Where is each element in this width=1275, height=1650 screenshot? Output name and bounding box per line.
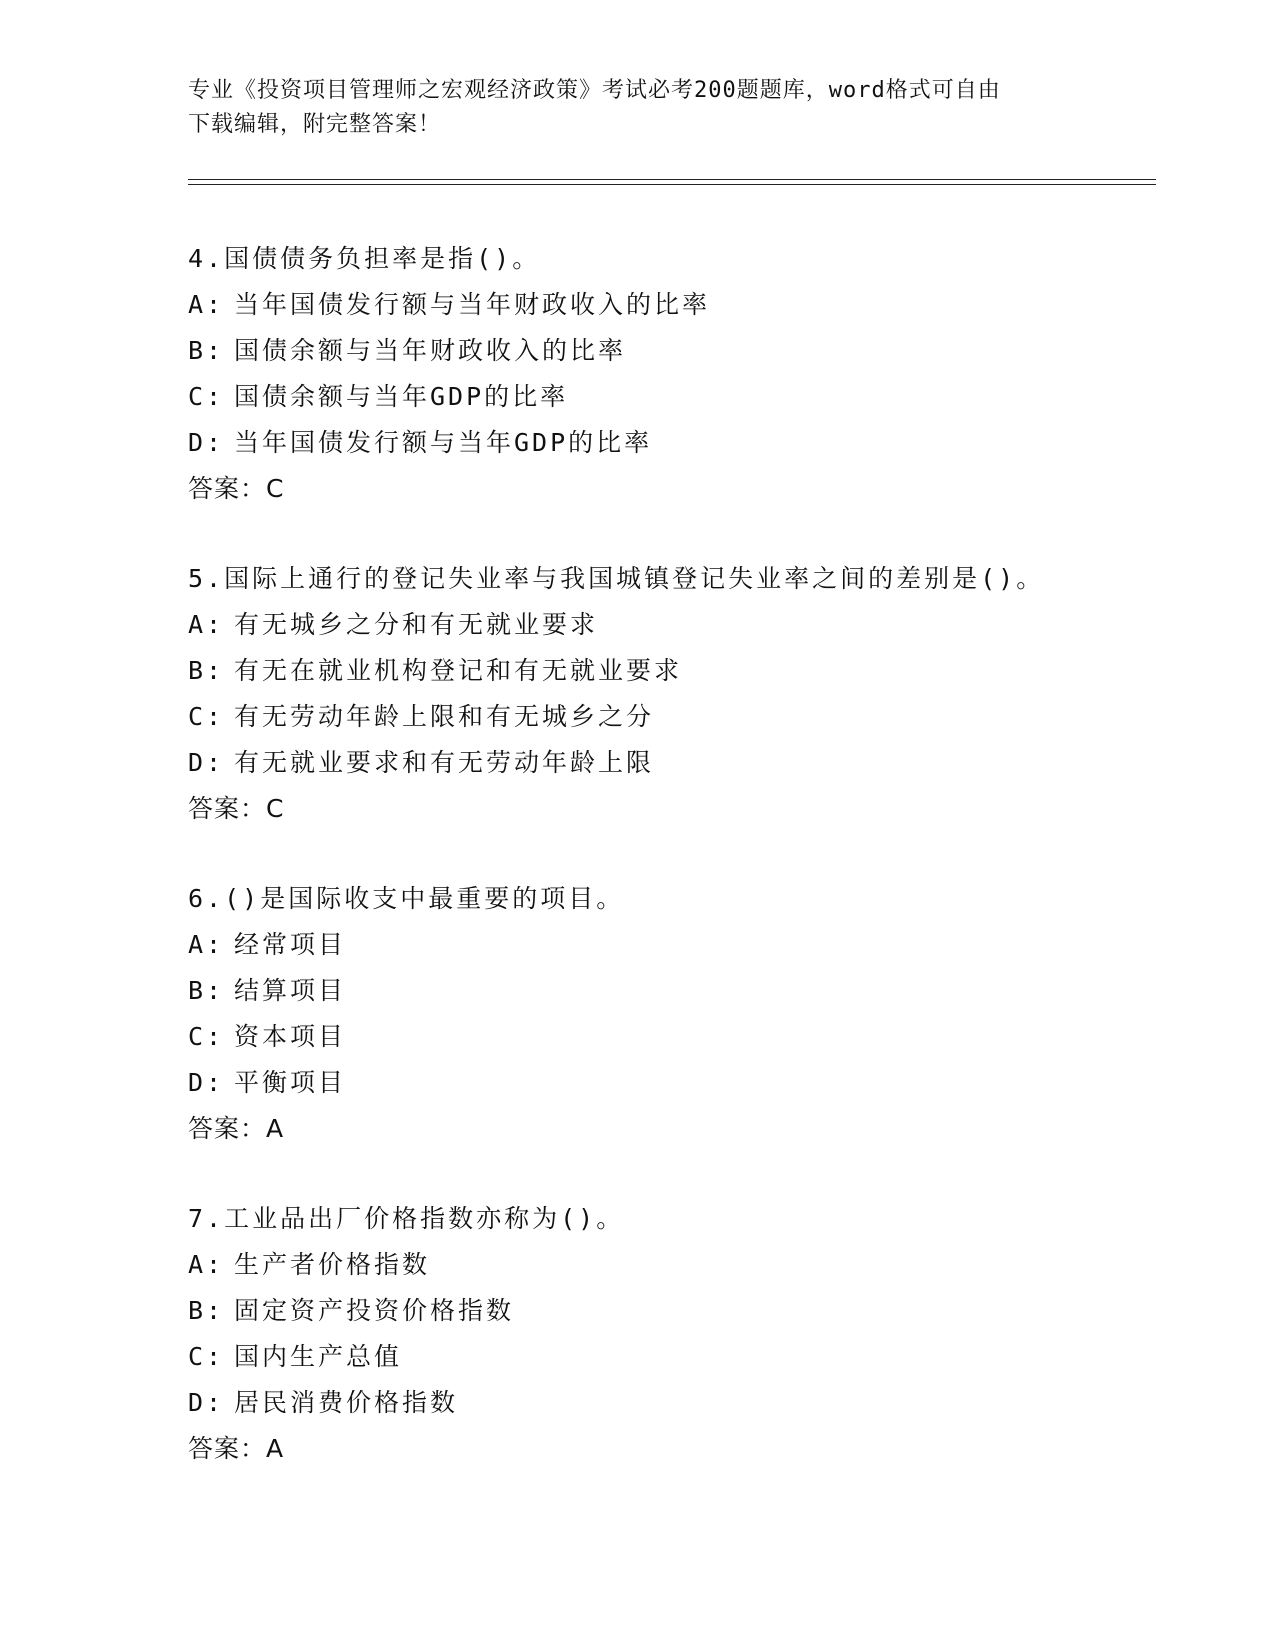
answer: 答案：A — [188, 1434, 285, 1463]
document-header — [188, 74, 1088, 142]
option-text: 国内生产总值 — [234, 1342, 403, 1371]
question-6 — [188, 876, 1188, 1152]
option-a — [188, 1242, 1188, 1288]
option-letter: B: — [188, 336, 225, 365]
header-divider-top — [188, 179, 1156, 180]
option-letter: B: — [188, 656, 225, 685]
option-text: 固定资产投资价格指数 — [234, 1296, 515, 1325]
answer: 答案：A — [188, 1114, 285, 1143]
option-text: 资本项目 — [234, 1022, 347, 1051]
option-c — [188, 1014, 1188, 1060]
option-text: 生产者价格指数 — [234, 1250, 431, 1279]
option-c — [188, 694, 1188, 740]
option-letter: A: — [188, 930, 225, 959]
header-line-1: 专业《投资项目管理师之宏观经济政策》考试必考200题题库，word格式可自由 — [188, 78, 1001, 103]
option-text: 国债余额与当年GDP的比率 — [234, 382, 569, 411]
option-letter: C: — [188, 702, 225, 731]
option-b — [188, 328, 1188, 374]
option-letter: D: — [188, 1068, 225, 1097]
option-d — [188, 740, 1188, 786]
option-letter: C: — [188, 1342, 225, 1371]
option-d — [188, 1060, 1188, 1106]
option-a — [188, 282, 1188, 328]
option-letter: A: — [188, 290, 225, 319]
option-text: 结算项目 — [234, 976, 347, 1005]
question-stem: 4.国债债务负担率是指()。 — [188, 244, 541, 273]
question-stem: 7.工业品出厂价格指数亦称为()。 — [188, 1204, 625, 1233]
option-text: 平衡项目 — [234, 1068, 347, 1097]
answer: 答案：C — [188, 794, 285, 823]
option-c — [188, 1334, 1188, 1380]
option-letter: A: — [188, 610, 225, 639]
option-letter: D: — [188, 748, 225, 777]
option-text: 国债余额与当年财政收入的比率 — [234, 336, 627, 365]
option-d — [188, 420, 1188, 466]
option-text: 当年国债发行额与当年GDP的比率 — [234, 428, 653, 457]
option-text: 经常项目 — [234, 930, 347, 959]
question-5 — [188, 556, 1188, 832]
option-text: 有无劳动年龄上限和有无城乡之分 — [234, 702, 655, 731]
option-letter: C: — [188, 1022, 225, 1051]
option-letter: D: — [188, 1388, 225, 1417]
option-letter: D: — [188, 428, 225, 457]
option-letter: B: — [188, 976, 225, 1005]
option-letter: B: — [188, 1296, 225, 1325]
option-a — [188, 922, 1188, 968]
option-text: 有无在就业机构登记和有无就业要求 — [234, 656, 683, 685]
question-4 — [188, 236, 1188, 512]
option-b — [188, 648, 1188, 694]
option-d — [188, 1380, 1188, 1426]
option-a — [188, 602, 1188, 648]
question-7 — [188, 1196, 1188, 1472]
option-letter: C: — [188, 382, 225, 411]
question-stem: 5.国际上通行的登记失业率与我国城镇登记失业率之间的差别是()。 — [188, 564, 1045, 593]
answer: 答案：C — [188, 474, 285, 503]
option-text: 有无就业要求和有无劳动年龄上限 — [234, 748, 655, 777]
header-divider-bottom — [188, 184, 1156, 185]
question-stem: 6.()是国际收支中最重要的项目。 — [188, 884, 625, 913]
option-text: 有无城乡之分和有无就业要求 — [234, 610, 599, 639]
option-b — [188, 968, 1188, 1014]
option-c — [188, 374, 1188, 420]
option-text: 居民消费价格指数 — [234, 1388, 459, 1417]
option-b — [188, 1288, 1188, 1334]
option-letter: A: — [188, 1250, 225, 1279]
header-line-2: 下载编辑，附完整答案！ — [188, 112, 442, 137]
option-text: 当年国债发行额与当年财政收入的比率 — [234, 290, 711, 319]
